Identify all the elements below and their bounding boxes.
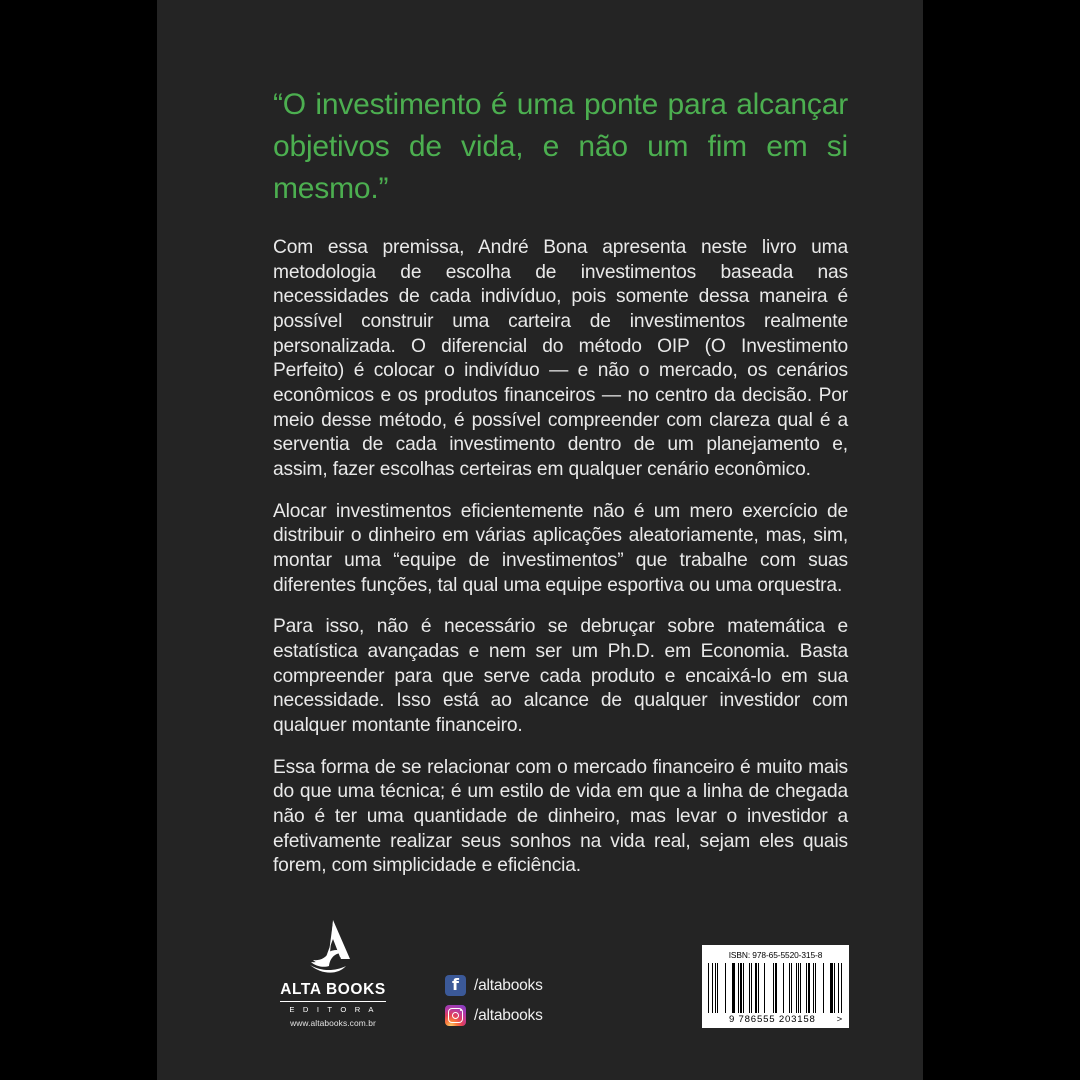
social-link-facebook[interactable]: [445, 975, 635, 996]
publisher-name: ALTA BOOKS: [280, 981, 386, 1002]
facebook-handle: /altabooks: [474, 976, 543, 994]
instagram-icon: [445, 1005, 466, 1026]
cover-footer: [273, 913, 848, 1038]
body-paragraph-4: Essa forma de se relacionar com o mercado financeiro é muito mais do que uma técnica; é um estilo de vida em que a linha de chegada não é ter uma quantidade de dinheiro, mas levar o investidor a efetivamente realizar seus sonhos na vida real, sejam eles quais forem, com simplicidade e eficiência.: [273, 756, 848, 877]
publisher-website: www.altabooks.com.br: [290, 1018, 376, 1028]
cover-text-block: [273, 84, 848, 879]
body-paragraph-2: Alocar investimentos eficientemente não é um mero exercício de distribuir o dinheiro em várias aplicações aleatoriamente, mas, sim, montar uma “equipe de investimentos” que trabalhe com suas diferentes funções, tal qual uma equipe esportiva ou uma orquestra.: [273, 500, 848, 596]
isbn-label: ISBN: 978-65-5520-315-8: [728, 950, 823, 960]
publisher-subtitle: E D I T O R A: [289, 1005, 377, 1014]
barcode-graphic: [708, 963, 843, 1013]
isbn-digits: 9 786555 203158 >: [728, 1014, 843, 1025]
alta-books-logo-icon: [302, 919, 364, 977]
isbn-barcode-block: [702, 945, 849, 1028]
back-cover-page: [157, 0, 923, 1080]
pull-quote: “O investimento é uma ponte para alcançar objetivos de vida, e não um fim em si mesmo.”: [273, 88, 848, 205]
body-paragraph-1: Com essa premissa, André Bona apresenta neste livro uma metodologia de escolha de investimentos baseada nas necessidades de cada indivíduo, pois somente dessa maneira é possível construir uma carteira de investimentos realmente personalizada. O diferencial do método OIP (O Investimento Perfeito) é colocar o indivíduo — e não o mercado, os cenários econômicos e os produtos financeiros — no centro da decisão. Por meio desse método, é possível compreender com clareza qual é a serventia de cada investimento dentro de um planejamento e, assim, fazer escolhas certeiras em qualquer cenário econômico.: [273, 237, 848, 481]
facebook-icon: f: [445, 975, 466, 996]
social-link-instagram[interactable]: [445, 1005, 635, 1026]
body-paragraph-3: Para isso, não é necessário se debruçar sobre matemática e estatística avançadas e nem ser um Ph.D. em Economia. Basta compreender para que serve cada produto e encaixá-lo em sua necessidade. Isso está ao alcance de qualquer investidor com qualquer montante financeiro.: [273, 616, 848, 737]
instagram-handle: /altabooks: [474, 1006, 543, 1024]
social-links: [445, 975, 635, 1026]
publisher-logo-block: [273, 919, 393, 1028]
